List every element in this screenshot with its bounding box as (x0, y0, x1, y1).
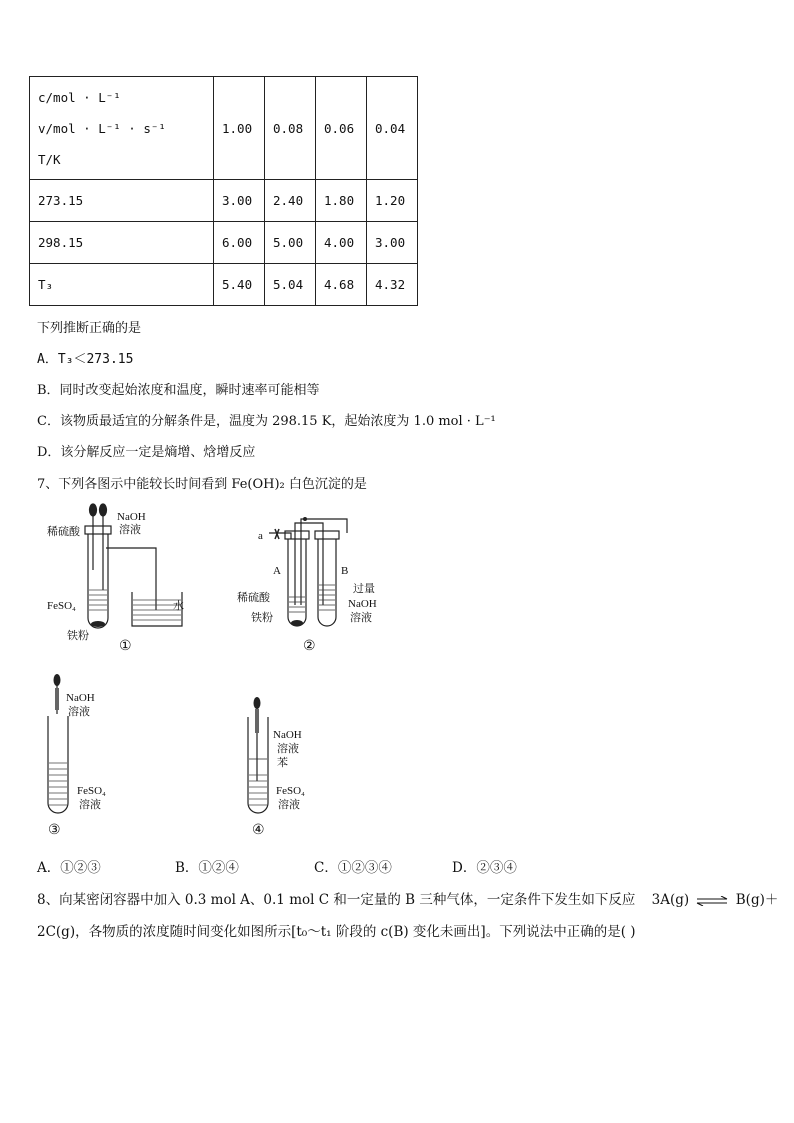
fig3-solution2-label: 溶液 (79, 799, 101, 811)
rate-cell: 2.40 (265, 180, 316, 222)
rate-cell: 4.32 (367, 264, 418, 306)
rate-cell: 1.20 (367, 180, 418, 222)
fig1-water-label: 水 (173, 600, 184, 612)
rate-cell: 5.04 (265, 264, 316, 306)
table-row (30, 180, 418, 222)
q8-line-2: 2C(g)，各物质的浓度随时间变化如图所示[t₀～t₁ 阶段的 c(B) 变化未画出]。下列说法中正确的是( ) (37, 924, 636, 940)
temperature-cell: 273.15 (30, 180, 214, 222)
concentration-cell: 0.04 (367, 77, 418, 180)
fig2-number: ② (303, 638, 316, 654)
q7-option-c: C．①②③④ (314, 860, 392, 876)
table-header-row (30, 77, 418, 180)
fig4-number: ④ (252, 822, 265, 838)
fig2-naoh-label: NaOH (348, 598, 377, 610)
concentration-cell: 0.06 (316, 77, 367, 180)
q6-option-b: B．同时改变起始浓度和温度，瞬时速率可能相等 (37, 383, 320, 398)
q8-reaction-right: B(g)＋ (735, 892, 779, 908)
header-temperature: T/K (38, 151, 61, 167)
fig3-naoh-label: NaOH (66, 692, 95, 704)
rate-cell: 4.68 (316, 264, 367, 306)
fig3-number: ③ (48, 822, 61, 838)
rate-cell: 4.00 (316, 222, 367, 264)
table-row (30, 264, 418, 306)
rate-cell: 5.40 (214, 264, 265, 306)
fig2-solution-label: 溶液 (350, 612, 372, 624)
q6-option-c: C．该物质最适宜的分解条件是，温度为 298.15 K，起始浓度为 1.0 mol · L⁻¹ (37, 414, 496, 429)
fig4-solution-label: 溶液 (277, 743, 299, 755)
fig1-solution-label: 溶液 (119, 524, 141, 536)
fig1-naoh-label: NaOH (117, 511, 146, 523)
header-cell (30, 77, 214, 180)
fig1-iron-label: 铁粉 (67, 630, 89, 642)
q7-option-a: A．①②③ (37, 860, 101, 876)
q8-reaction-left: 3A(g) (651, 892, 690, 908)
figure-3-apparatus (40, 668, 80, 818)
header-concentration: c/mol · L⁻¹ (38, 89, 121, 105)
fig4-feso4-label: FeSO₄ (276, 785, 305, 797)
q6-option-a: A．T₃＜273.15 (37, 352, 134, 367)
q7-stem: 7、下列各图示中能较长时间看到 Fe(OH)₂ 白色沉淀的是 (37, 477, 367, 492)
concentration-cell: 0.08 (265, 77, 316, 180)
fig2-acid-label: 稀硫酸 (237, 592, 270, 604)
rate-cell: 6.00 (214, 222, 265, 264)
q6-stem: 下列推断正确的是 (37, 321, 142, 336)
fig2-excess-label: 过量 (353, 583, 375, 595)
temperature-cell: T₃ (30, 264, 214, 306)
fig2-tube-a-label: A (273, 565, 281, 577)
rate-cell: 3.00 (214, 180, 265, 222)
q7-option-b: B．①②④ (175, 860, 239, 876)
fig1-feso4-label: FeSO₄ (47, 600, 76, 612)
fig3-solution-label: 溶液 (68, 706, 90, 718)
fig3-feso4-label: FeSO₄ (77, 785, 106, 797)
fig2-iron-label: 铁粉 (251, 612, 273, 624)
equilibrium-arrow-icon (695, 896, 729, 906)
fig4-solution2-label: 溶液 (278, 799, 300, 811)
header-rate: v/mol · L⁻¹ · s⁻¹ (38, 120, 166, 136)
table-row (30, 222, 418, 264)
temperature-cell: 298.15 (30, 222, 214, 264)
fig2-clip-label: a (258, 530, 263, 542)
rate-table (29, 76, 418, 306)
fig2-tube-b-label: B (341, 565, 349, 577)
fig4-benzene-label: 苯 (277, 757, 288, 769)
q7-option-d: D．②③④ (452, 860, 517, 876)
fig4-naoh-label: NaOH (273, 729, 302, 741)
rate-cell: 3.00 (367, 222, 418, 264)
rate-cell: 5.00 (265, 222, 316, 264)
q8-line-1 (37, 888, 778, 908)
fig1-number: ① (119, 638, 132, 654)
q8-stem-part: 8、向某密闭容器中加入 0.3 mol A、0.1 mol C 和一定量的 B 三种气体，一定条件下发生如下反应 (37, 892, 636, 908)
rate-cell: 1.80 (316, 180, 367, 222)
q6-option-d: D．该分解反应一定是熵增、焓增反应 (37, 445, 256, 460)
fig1-acid-label: 稀硫酸 (47, 526, 80, 538)
figure-4-apparatus (240, 693, 280, 818)
concentration-cell: 1.00 (214, 77, 265, 180)
